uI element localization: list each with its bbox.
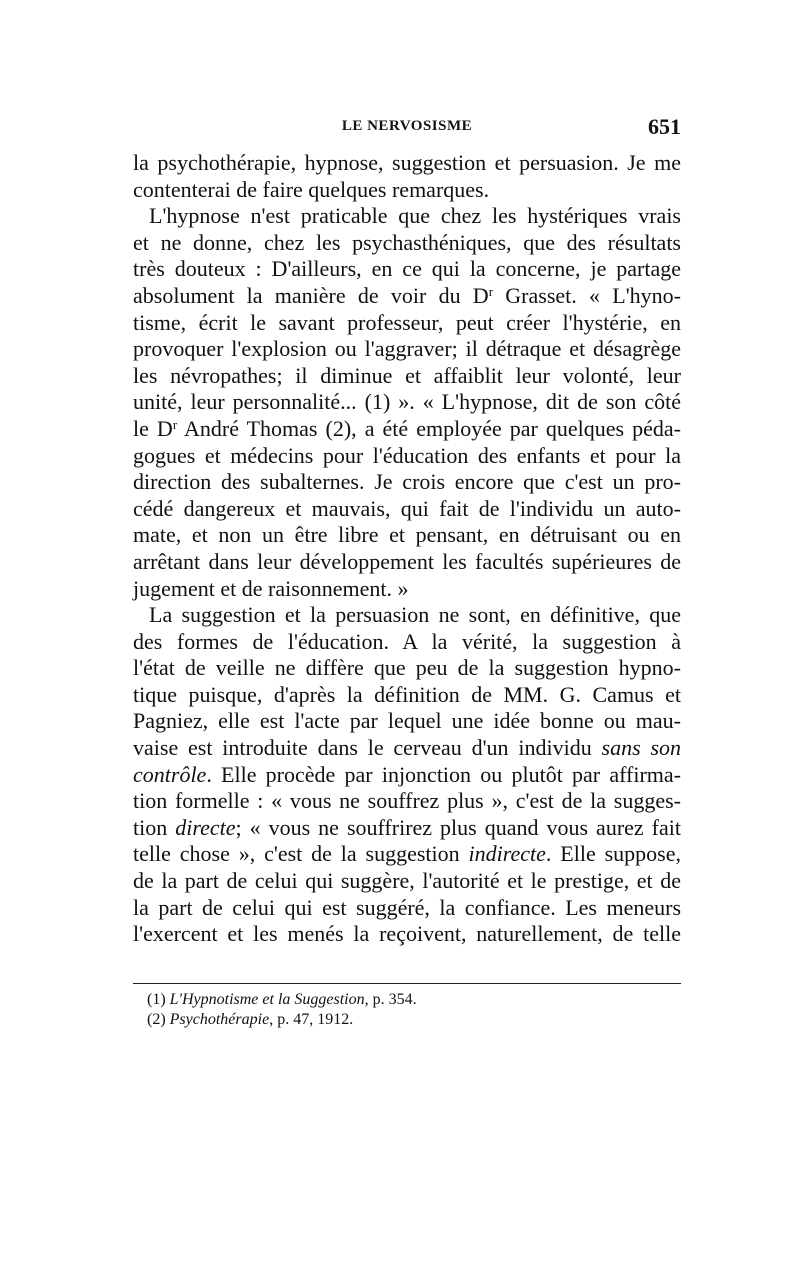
- text-line: très douteux : D'ailleurs, en ce qui la concerne, je partage: [133, 256, 681, 282]
- text-segment: ; « vous ne souffrirez plus quand vous aurez fait: [235, 814, 681, 840]
- text-line: jugement et de raisonnement. »: [133, 575, 409, 601]
- footnote-rule: [133, 983, 681, 984]
- text-line: [133, 762, 681, 789]
- text-segment: le D: [133, 415, 173, 441]
- superscript: r: [488, 283, 494, 299]
- text-line: des formes de l'éducation. A la vérité, la suggestion à: [133, 628, 681, 654]
- footnotes: [147, 990, 681, 1030]
- text-line: [133, 416, 681, 443]
- text-segment: telle chose », c'est de la suggestion: [133, 841, 469, 867]
- text-segment: André Thomas (2), a été employée par quelques péda-: [177, 415, 681, 441]
- text-segment: tion: [133, 814, 176, 840]
- text-line: les névropathes; il diminue et affaiblit leur volonté, leur: [133, 362, 681, 388]
- italic-segment: sans son: [601, 735, 682, 761]
- text-line: [133, 735, 681, 762]
- text-line: unité, leur personnalité... (1) ». « L'hypnose, dit de son côté: [133, 389, 681, 415]
- footnote-number: (1): [147, 991, 170, 1008]
- italic-segment: directe: [175, 814, 236, 840]
- text-line: l'exercent et les menés la reçoivent, naturellement, de telle: [133, 921, 681, 947]
- italic-segment: indirecte: [468, 841, 546, 867]
- text-segment: . Elle suppose,: [545, 841, 681, 867]
- text-line: tion formelle : « vous ne souffrez plus », c'est de la sugges-: [133, 788, 681, 814]
- text-line: [133, 841, 681, 868]
- footnote-text: , p. 354.: [364, 991, 417, 1008]
- text-line: [133, 283, 681, 310]
- text-segment: . Elle procède par injonction ou plutôt par affirma-: [206, 761, 681, 787]
- text-line: tique puisque, d'après la définition de MM. G. Camus et: [133, 681, 681, 707]
- body-text: [133, 150, 681, 948]
- text-line: Pagniez, elle est l'acte par lequel une idée bonne ou mau-: [133, 708, 681, 734]
- superscript: r: [172, 416, 178, 432]
- text-line: [133, 815, 681, 842]
- text-segment: absolument la manière de voir du D: [133, 282, 489, 308]
- page-header: [133, 112, 681, 142]
- text-line: cédé dangereux et mauvais, qui fait de l'individu un auto-: [133, 495, 681, 521]
- text-segment: vaise est introduite dans le cerveau d'un individu: [133, 735, 602, 761]
- paragraph-start-line: L'hypnose n'est praticable que chez les hystériques vrais: [149, 203, 681, 229]
- text-line: provoquer l'explosion ou l'aggraver; il détraque et désagrège: [133, 336, 681, 362]
- running-head: LE NERVOSISME: [341, 118, 473, 134]
- footnote-title: Psychothérapie: [169, 1011, 270, 1028]
- text-line: tisme, écrit le savant professeur, peut créer l'hystérie, en: [133, 309, 681, 335]
- text-line: gogues et médecins pour l'éducation des enfants et pour la: [133, 442, 681, 468]
- text-line: mate, et non un être libre et pensant, en détruisant ou en: [133, 522, 681, 548]
- text-segment: Grasset. « L'hyno-: [493, 282, 681, 308]
- text-line: arrêtant dans leur développement les facultés supérieures de: [133, 548, 681, 574]
- text-line: direction des subalternes. Je crois encore que c'est un pro-: [133, 469, 681, 495]
- text-line: la part de celui qui est suggéré, la confiance. Les meneurs: [133, 894, 681, 920]
- paragraph-start-line: La suggestion et la persuasion ne sont, en définitive, que: [149, 602, 681, 628]
- text-line: et ne donne, chez les psychasthéniques, que des résultats: [133, 229, 681, 255]
- text-line: contenterai de faire quelques remarques.: [133, 176, 490, 202]
- footnote: [147, 990, 681, 1010]
- text-line: l'état de veille ne diffère que peu de la suggestion hypno-: [133, 655, 681, 681]
- footnote-number: (2): [147, 1011, 170, 1028]
- page-number: 651: [648, 114, 681, 139]
- text-line: de la part de celui qui suggère, l'autorité et le prestige, et de: [133, 868, 681, 894]
- footnote-text: , p. 47, 1912.: [269, 1011, 354, 1028]
- text-line: la psychothérapie, hypnose, suggestion et persuasion. Je me: [133, 150, 681, 175]
- italic-segment: contrôle: [133, 761, 207, 787]
- footnote-title: L'Hypnotisme et la Suggestion: [169, 991, 365, 1008]
- footnote: [147, 1010, 681, 1030]
